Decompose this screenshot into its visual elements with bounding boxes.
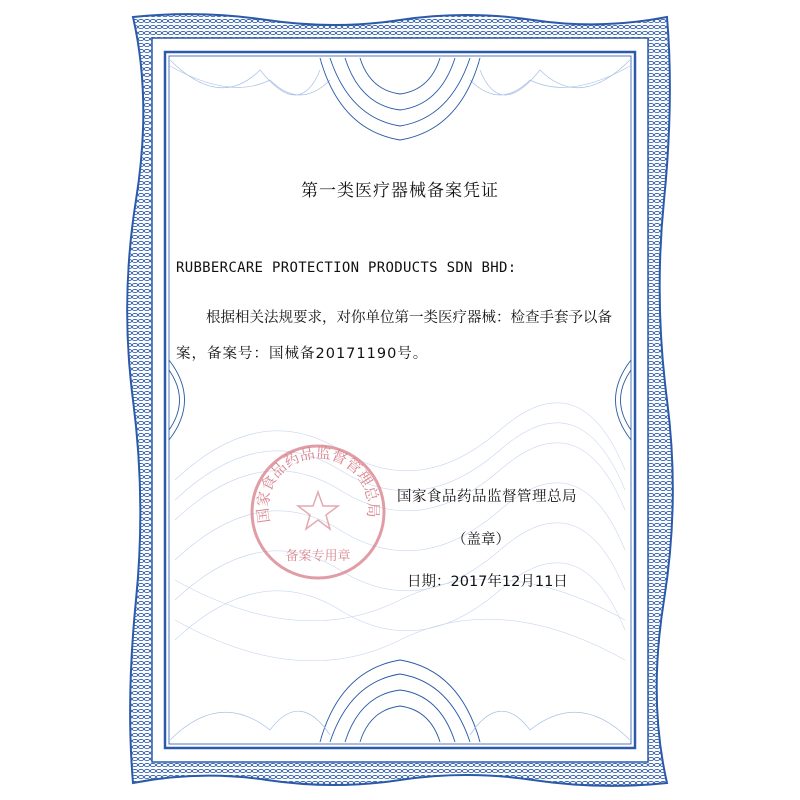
certificate-title: 第一类医疗器械备案凭证: [301, 181, 499, 201]
body-text-line-2: 案，备案号：国械备20171190号。: [176, 346, 429, 362]
seal-ring-text: 国家食品药品监督管理总局: [253, 443, 383, 525]
issuing-authority: 国家食品药品监督管理总局: [397, 489, 577, 505]
issue-date: 日期：2017年12月11日: [407, 574, 568, 590]
recipient-name: RUBBERCARE PROTECTION PRODUCTS SDN BHD:: [176, 260, 517, 276]
seal-bottom-text: 备案专用章: [285, 549, 351, 564]
official-seal: [248, 442, 388, 582]
seal-note: （盖章）: [452, 532, 510, 548]
star-icon: [298, 492, 338, 529]
body-text-line-1: 根据相关法规要求，对你单位第一类医疗器械：检查手套予以备: [206, 310, 612, 326]
svg-text:国家食品药品监督管理总局: [254, 444, 383, 525]
